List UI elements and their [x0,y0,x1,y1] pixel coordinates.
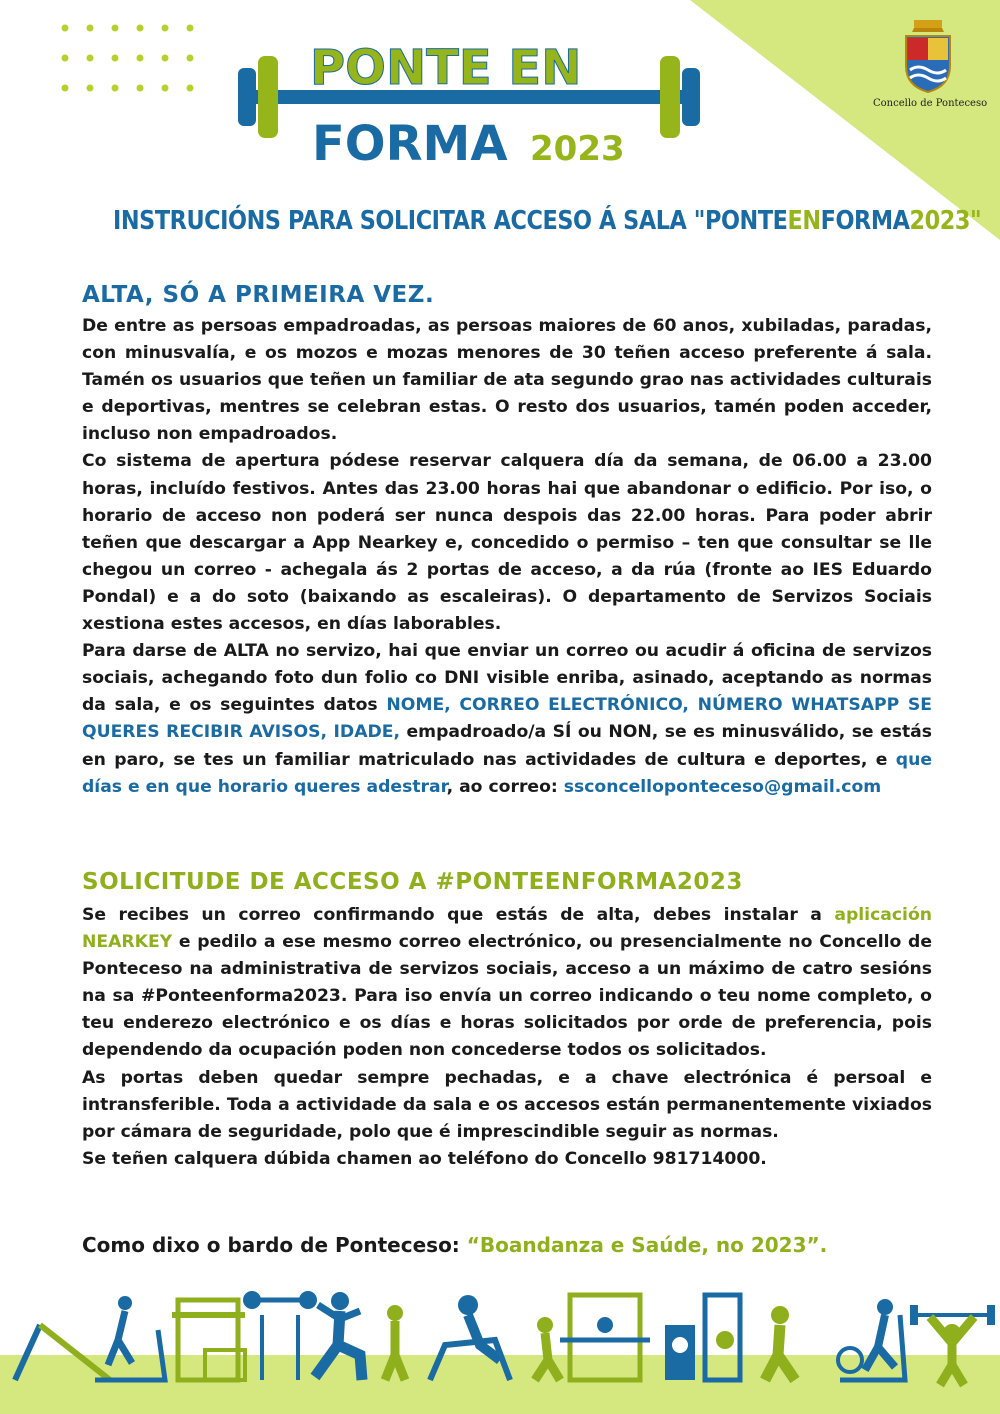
text-run: empadroado/a SÍ ou NON, se es minusválido, se estás en paro, se tes un familiar matriculado nas actividades de cultura e deportes, e [82,722,932,770]
incline-bench-figure-icon [430,1295,510,1380]
kettlebell-figure-icon [765,1306,795,1380]
paragraph: As portas deben quedar sempre pechadas, e a chave electrónica é persoal e intransferible. Toda a actividade da sala e os accesos están permanentemente vixiados por cámara de seguridade, polo que é imprescindible seguir as normas. [82,1067,932,1142]
paragraph: De entre as persoas empadroadas, as persoas maiores de 60 anos, xubiladas, paradas, con minusvalía, e os mozos e mozas menores de 30 teñen acceso preferente á sala. Tamén os usuarios que teñen un familiar de ata segundo grao nas actividades culturais e deportivas, mentres se celebran estas. O resto dos usuarios, tamén poden acceder, incluso non empadroados. [82,316,932,445]
text-run: , ao correo: [446,776,564,797]
squat-figure-icon [535,1317,560,1380]
closing-quote [82,1233,827,1257]
machine-icon [665,1325,695,1380]
logo-year: 2023 [530,129,625,168]
title-part1: INSTRUCIÓNS PARA SOLICITAR ACCESO Á SALA "PONTE [113,206,788,236]
title-part2: EN [787,206,821,236]
treadmill-runner-icon [95,1296,165,1380]
quote-lead: Como dixo o bardo de Ponteceso: [82,1233,467,1257]
section-heading-alta: ALTA, SÓ A PRIMEIRA VEZ. [82,282,435,308]
required-data-list: NOME, CORREO ELECTRÓNICO, NÚMERO WHATSAPP SE QUERES RECIBIR AVISOS, IDADE, [82,695,932,743]
logo-line2: FORMA [312,116,508,168]
page-title [113,206,982,236]
paragraph [82,638,932,801]
coat-of-arms-icon [898,18,958,94]
overhead-press-figure-icon [910,1305,995,1385]
title-part3: FORMA [820,206,910,236]
logo-line1: PONTE EN [310,40,582,96]
paragraph [82,902,932,1065]
ponte-en-forma-logo [234,38,704,168]
dumbbell-figure-icon [385,1305,405,1380]
text-run: Para darse de ALTA no servizo, hai que enviar un correo ou acudir á oficina de servizos sociais, achegando foto dun folio co DNI visible enriba, asinado, aceptando as normas da sala, e os seguintes datos [82,641,932,716]
text-run: Se recibes un correo confirmando que estás de alta, debes instalar a [82,905,835,925]
title-part4: 2023" [909,206,982,236]
dot-grid-decoration [60,20,210,100]
app-name-highlight: aplicación NEARKEY [82,905,932,953]
quote-text: “Boandanza e Saúde, no 2023”. [466,1233,828,1257]
bench-press-figure-icon [15,1325,110,1380]
concello-label: Concello de Ponteceso [873,98,988,109]
barbell-rack-icon [243,1291,317,1380]
paragraph: Se teñen calquera dúbida chamen ao teléfono do Concello 981714000. [82,1148,767,1169]
section-body-alta [82,313,932,801]
schedule-highlight: que días e en que horario queres adestrar [82,749,932,797]
section-body-solicitude [82,902,932,1173]
email-link[interactable]: ssconcelloponteceso@gmail.com [563,776,882,797]
mirror-icon [705,1295,740,1380]
power-rack-icon [560,1295,650,1380]
elliptical-figure-icon [838,1299,905,1380]
dumbbell-lunge-figure-icon [315,1292,362,1380]
concello-crest [873,18,988,118]
text-run: e pedilo a ese mesmo correo electrónico, ou presencialmente no Concello de Ponteceso na administrativa de servizos sociais, acceso a un máximo de catro sesións na sa #Ponteenforma2023. Para iso envía un correo indicando o teu nome completo, o teu enderezo electrónico e os días e horas solicitados por orde de preferencia, pois dependendo da ocupación poden non concederse todos os solicitados. [82,932,932,1061]
section-heading-solicitude: SOLICITUDE DE ACCESO A #PONTEENFORMA2023 [82,869,743,895]
gym-illustration [0,1285,1000,1395]
smith-machine-icon [172,1300,245,1380]
paragraph: Co sistema de apertura pódese reservar calquera día da semana, de 06.00 a 23.00 horas, incluído festivos. Antes das 23.00 horas hai que abandonar o edificio. Por iso, o horario de acceso non poderá ser nunca despois das 22.00 horas. Para poder abrir teñen que descargar a App Nearkey e, concedido o permiso – ten que consultar se lle chegou un correo - achegala ás 2 portas de acceso, a da rúa (fronte ao IES Eduardo Pondal) e a do soto (baixando as escaleiras). O departamento de Servizos Sociais xestiona estes accesos, en días laborables. [82,451,932,635]
